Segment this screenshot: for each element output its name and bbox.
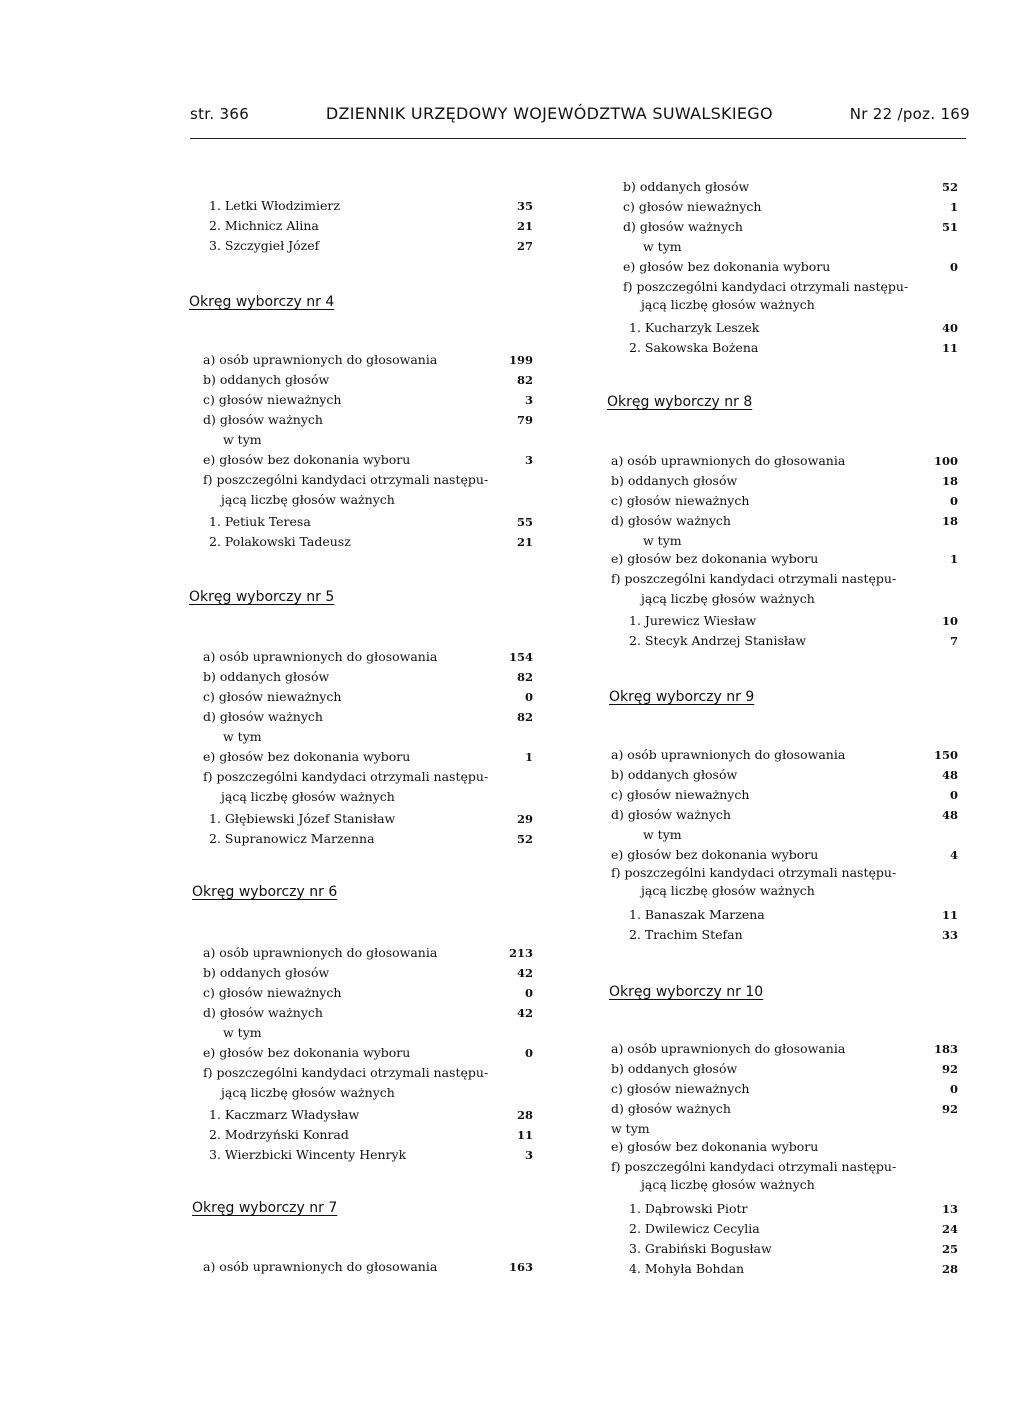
district-5-heading: Okręg wyborczy nr 5 [189,589,335,605]
no-choice-votes-row: e) głosów bez dokonania wyboru 1 [611,551,958,566]
of-which-label: w tym [223,432,262,447]
invalid-votes-row: c) głosów nieważnych 0 [611,493,958,508]
eligible-voters-row: a) osób uprawnionych do głosowania 163 [203,1259,533,1274]
no-choice-votes-row: e) głosów bez dokonania wyboru 4 [611,847,958,862]
district-9-heading: Okręg wyborczy nr 9 [609,689,755,705]
issue-number: Nr 22 /poz. 169 [849,105,970,123]
invalid-votes-row: c) głosów nieważnych 1 [623,199,958,214]
district-8-heading: Okręg wyborczy nr 8 [607,394,753,410]
list-item: 2. Dwilewicz Cecylia 24 [629,1221,958,1236]
votes-cast-row: b) oddanych głosów 18 [611,473,958,488]
list-item: 1. Banaszak Marzena 11 [629,907,958,922]
votes-cast-row: b) oddanych głosów 82 [203,372,533,387]
list-item: 1. Jurewicz Wiesław 10 [629,613,958,628]
votes-cast-row: b) oddanych głosów 52 [623,179,958,194]
eligible-voters-row: a) osób uprawnionych do głosowania 183 [611,1041,958,1056]
invalid-votes-row: c) głosów nieważnych 0 [611,787,958,802]
list-item: 3. Szczygieł Józef 27 [209,238,533,253]
valid-votes-row: d) głosów ważnych 48 [611,807,958,822]
eligible-voters-row: a) osób uprawnionych do głosowania 213 [203,945,533,960]
votes-cast-row: b) oddanych głosów 92 [611,1061,958,1076]
candidates-intro-cont: jącą liczbę głosów ważnych [221,789,395,804]
no-choice-votes-row: e) głosów bez dokonania wyboru 0 [203,1045,533,1060]
of-which-label: w tym [643,239,682,254]
list-item: 2. Stecyk Andrzej Stanisław 7 [629,633,958,648]
votes-cast-row: b) oddanych głosów 42 [203,965,533,980]
of-which-label: w tym [611,1121,650,1136]
list-item: 1. Letki Włodzimierz 35 [209,198,533,213]
page-number: str. 366 [190,105,250,123]
eligible-voters-row: a) osób uprawnionych do głosowania 150 [611,747,958,762]
invalid-votes-row: c) głosów nieważnych 0 [203,985,533,1000]
candidates-intro-cont: jącą liczbę głosów ważnych [641,1177,815,1192]
valid-votes-row: d) głosów ważnych 92 [611,1101,958,1116]
list-item: 2. Supranowicz Marzenna 52 [209,831,533,846]
no-choice-votes-row: e) głosów bez dokonania wyboru 0 [623,259,958,274]
valid-votes-row: d) głosów ważnych 82 [203,709,533,724]
eligible-voters-row: a) osób uprawnionych do głosowania 199 [203,352,533,367]
candidates-intro: f) poszczególni kandydaci otrzymali następu- [203,769,489,784]
valid-votes-row: d) głosów ważnych 18 [611,513,958,528]
list-item: 1. Kucharzyk Leszek 40 [629,320,958,335]
district-6-heading: Okręg wyborczy nr 6 [192,884,338,900]
valid-votes-row: d) głosów ważnych 51 [623,219,958,234]
list-item: 2. Polakowski Tadeusz 21 [209,534,533,549]
no-choice-votes-row: e) głosów bez dokonania wyboru 3 [203,452,533,467]
district-4-heading: Okręg wyborczy nr 4 [189,294,335,310]
votes-cast-row: b) oddanych głosów 48 [611,767,958,782]
district-10-heading: Okręg wyborczy nr 10 [609,984,764,1000]
of-which-label: w tym [643,827,682,842]
list-item: 1. Głębiewski Józef Stanisław 29 [209,811,533,826]
list-item: 3. Wierzbicki Wincenty Henryk 3 [209,1147,533,1162]
list-item: 2. Modrzyński Konrad 11 [209,1127,533,1142]
candidates-intro-cont: jącą liczbę głosów ważnych [221,492,395,507]
of-which-label: w tym [223,729,262,744]
valid-votes-row: d) głosów ważnych 42 [203,1005,533,1020]
eligible-voters-row: a) osób uprawnionych do głosowania 100 [611,453,958,468]
votes-cast-row: b) oddanych głosów 82 [203,669,533,684]
page-header [190,104,970,123]
of-which-label: w tym [223,1025,262,1040]
list-item: 2. Sakowska Bożena 11 [629,340,958,355]
header-rule [190,138,966,139]
list-item: 2. Michnicz Alina 21 [209,218,533,233]
list-item: 2. Trachim Stefan 33 [629,927,958,942]
invalid-votes-row: c) głosów nieważnych 3 [203,392,533,407]
candidates-intro-cont: jącą liczbę głosów ważnych [641,883,815,898]
list-item: 4. Mohyła Bohdan 28 [629,1261,958,1276]
no-choice-votes-row: e) głosów bez dokonania wyboru [611,1139,819,1154]
district-7-heading: Okręg wyborczy nr 7 [192,1200,338,1216]
invalid-votes-row: c) głosów nieważnych 0 [203,689,533,704]
invalid-votes-row: c) głosów nieważnych 0 [611,1081,958,1096]
candidates-intro-cont: jącą liczbę głosów ważnych [641,591,815,606]
candidates-intro-cont: jącą liczbę głosów ważnych [221,1085,395,1100]
no-choice-votes-row: e) głosów bez dokonania wyboru 1 [203,749,533,764]
candidates-intro: f) poszczególni kandydaci otrzymali następu- [203,1065,489,1080]
candidates-intro: f) poszczególni kandydaci otrzymali następu- [203,472,489,487]
candidates-intro: f) poszczególni kandydaci otrzymali następu- [611,571,897,586]
candidates-intro: f) poszczególni kandydaci otrzymali następu- [611,1159,897,1174]
list-item: 3. Grabiński Bogusław 25 [629,1241,958,1256]
of-which-label: w tym [643,533,682,548]
list-item: 1. Dąbrowski Piotr 13 [629,1201,958,1216]
candidates-intro: f) poszczególni kandydaci otrzymali następu- [611,865,897,880]
candidates-intro-cont: jącą liczbę głosów ważnych [641,297,815,312]
valid-votes-row: d) głosów ważnych 79 [203,412,533,427]
list-item: 1. Petiuk Teresa 55 [209,514,533,529]
journal-title: DZIENNIK URZĘDOWY WOJEWÓDZTWA SUWALSKIEGO [325,104,773,123]
candidates-intro: f) poszczególni kandydaci otrzymali następu- [623,279,909,294]
eligible-voters-row: a) osób uprawnionych do głosowania 154 [203,649,533,664]
list-item: 1. Kaczmarz Władysław 28 [209,1107,533,1122]
